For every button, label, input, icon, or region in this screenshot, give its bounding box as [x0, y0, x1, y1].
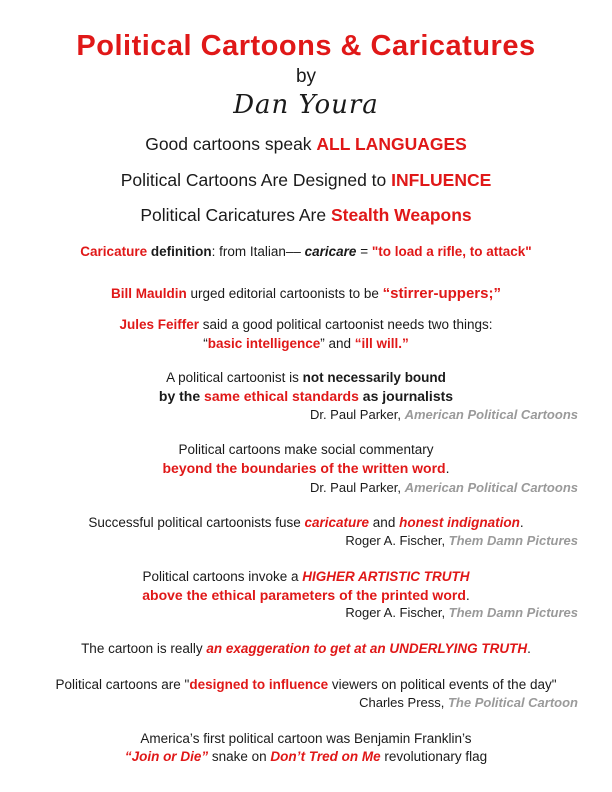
- parker-quote-line2: by the same ethical standards as journalists: [158, 388, 454, 404]
- parker-quote-line1: A political cartoonist is not necessarily bound: [166, 370, 446, 385]
- tagline-languages: Good cartoons speak ALL LANGUAGES: [145, 134, 467, 154]
- fischer2-attribution: Roger A. Fischer, Them Damn Pictures: [345, 605, 578, 620]
- fischer-quote-line1: Successful political cartoonists fuse caricature and honest indignation.: [88, 515, 524, 530]
- press-quote: Political cartoons are "designed to influence viewers on political events of the day": [55, 677, 557, 692]
- feiffer-quote-line1: Jules Feiffer said a good political cartoonist needs two things:: [119, 317, 493, 332]
- exaggeration-quote: The cartoon is really an exaggeration to get at an UNDERLYING TRUTH.: [81, 641, 531, 656]
- byline: by: [295, 66, 317, 87]
- feiffer-quote-line2: “basic intelligence” and “ill will.”: [203, 336, 409, 351]
- parker2-attribution: Dr. Paul Parker, American Political Cartoons: [309, 480, 578, 495]
- parker2-quote-line1: Political cartoons make social commentary: [178, 442, 434, 457]
- franklin-quote-line1: America’s first political cartoon was Benjamin Franklin’s: [140, 731, 472, 746]
- franklin-quote-line2: “Join or Die” snake on Don’t Tred on Me revolutionary flag: [124, 749, 488, 764]
- tagline-influence: Political Cartoons Are Designed to INFLUENCE: [120, 170, 492, 190]
- tagline-stealth: Political Caricatures Are Stealth Weapons: [140, 205, 472, 225]
- press-attribution: Charles Press, The Political Cartoon: [359, 695, 578, 710]
- mauldin-quote: Bill Mauldin urged editorial cartoonists to be “stirrer-uppers;”: [111, 285, 501, 302]
- caricature-definition: Caricature definition: from Italian–– caricare = "to load a rifle, to attack": [80, 244, 532, 259]
- parker2-quote-line2: beyond the boundaries of the written word.: [162, 460, 450, 476]
- fischer2-quote-line1: Political cartoons invoke a HIGHER ARTISTIC TRUTH: [142, 569, 470, 584]
- page-title: Political Cartoons & Caricatures: [76, 30, 536, 62]
- fischer-attribution: Roger A. Fischer, Them Damn Pictures: [345, 533, 578, 548]
- fischer2-quote-line2: above the ethical parameters of the printed word.: [142, 587, 470, 603]
- parker-attribution: Dr. Paul Parker, American Political Cartoons: [309, 407, 578, 422]
- author-signature: Dan Youra: [233, 90, 379, 120]
